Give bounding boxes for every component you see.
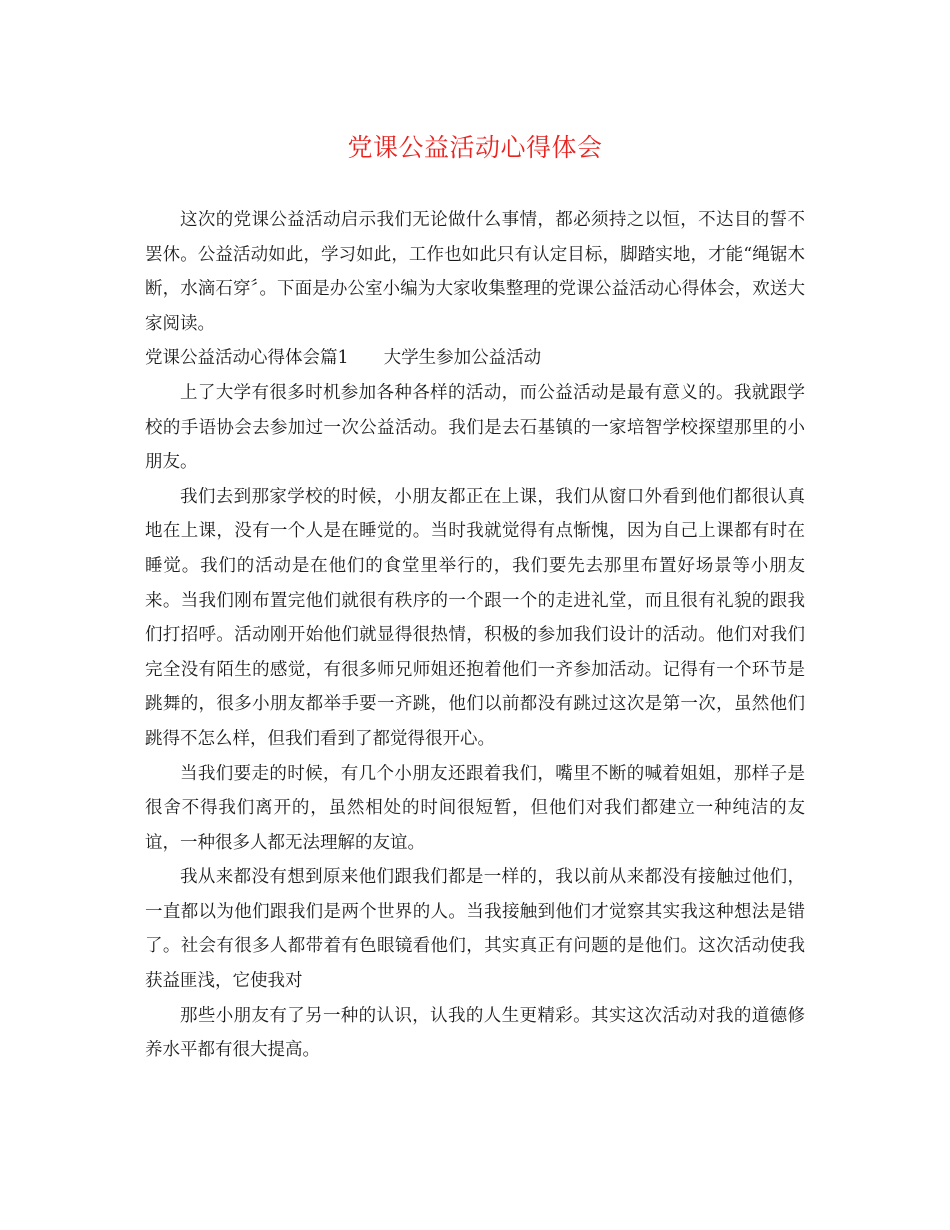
document-title: 党课公益活动心得体会 bbox=[347, 133, 603, 162]
body-paragraph: 我从来都没有想到原来他们跟我们都是一样的，我以前从来都没有接触过他们，一直都以为他们跟我们是两个世界的人。当我接触到他们才觉察其实我这种想法是错了。社会有很多人都带着有色眼镜看他们，其实真正有问题的是他们。这次活动使我获益匪浅，它使我对 bbox=[145, 867, 805, 992]
body-paragraph: 当我们要走的时候，有几个小朋友还跟着我们，嘴里不断的喊着姐姐，那样子是很舍不得我们离开的，虽然相处的时间很短暂，但他们对我们都建立一种纯洁的友谊，一种很多人都无法理解的友谊。 bbox=[145, 763, 805, 853]
section-heading: 党课公益活动心得体会篇1 大学生参加公益活动 bbox=[145, 348, 542, 369]
body-paragraph: 我们去到那家学校的时候，小朋友都正在上课，我们从窗口外看到他们都很认真地在上课，没有一个人是在睡觉的。当时我就觉得有点惭愧，因为自己上课都有时在睡觉。我们的活动是在他们的食堂里举行的，我们要先去那里布置好场景等小朋友来。当我们刚布置完他们就很有秩序的一个跟一个的走进礼堂，而且很有礼貌的跟我们打招呼。活动刚开始他们就显得很热情，积极的参加我们设计的活动。他们对我们完全没有陌生的感觉，有很多师兄师姐还抱着他们一齐参加活动。记得有一个环节是跳舞的，很多小朋友都举手要一齐跳，他们以前都没有跳过这次是第一次，虽然他们跳得不怎么样，但我们看到了都觉得很开心。 bbox=[145, 486, 805, 749]
body-paragraph: 那些小朋友有了另一种的认识，认我的人生更精彩。其实这次活动对我的道德修养水平都有很大提高。 bbox=[145, 1005, 805, 1061]
document-body bbox=[145, 203, 805, 1068]
intro-paragraph: 这次的党课公益活动启示我们无论做什么事情，都必须持之以恒，不达目的誓不罢休。公益活动如此，学习如此，工作也如此只有认定目标，脚踏实地，才能“绳锯木断，水滴石穿〞。下面是办公室小编为大家收集整理的党课公益活动心得体会，欢送大家阅读。 bbox=[145, 210, 805, 334]
body-paragraph: 上了大学有很多时机参加各种各样的活动，而公益活动是最有意义的。我就跟学校的手语协会去参加过一次公益活动。我们是去石基镇的一家培智学校探望那里的小朋友。 bbox=[145, 382, 805, 473]
